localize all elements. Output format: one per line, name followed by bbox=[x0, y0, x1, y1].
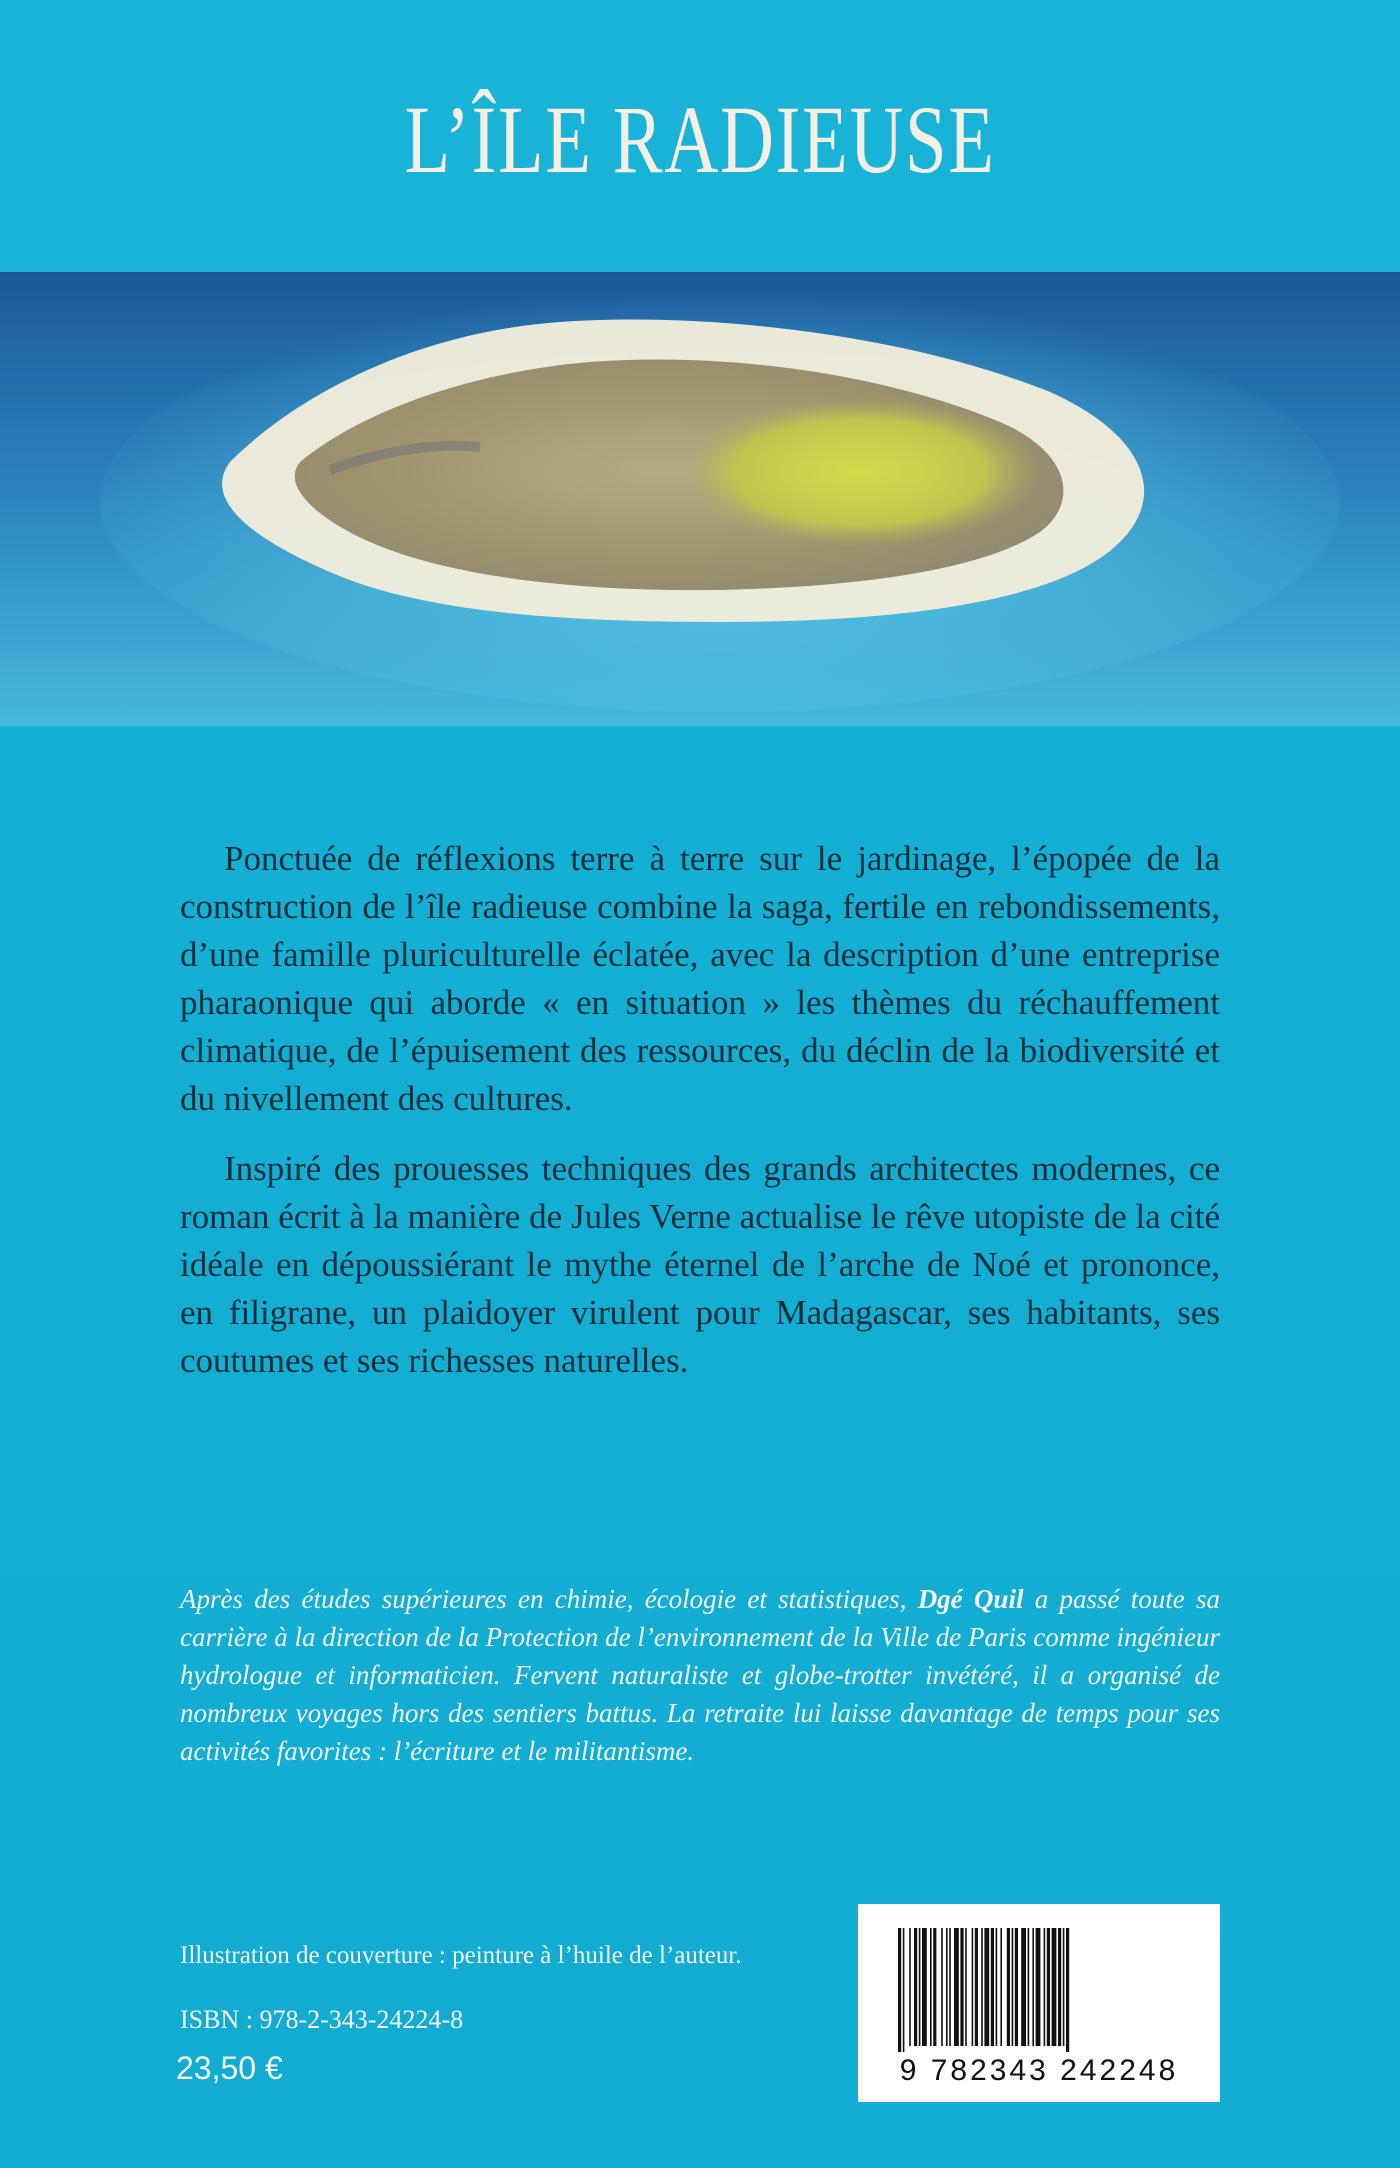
barcode-bar bbox=[1007, 1928, 1010, 2046]
barcode-bar bbox=[1015, 1928, 1018, 2046]
barcode-bar bbox=[991, 1928, 994, 2046]
island-painting-icon bbox=[0, 272, 1400, 726]
book-summary bbox=[180, 835, 1220, 1407]
isbn: ISBN : 978-2-343-24224-8 bbox=[180, 2005, 464, 2034]
barcode-bar bbox=[1047, 1928, 1050, 2046]
barcode-bar bbox=[1000, 1928, 1002, 2046]
barcode-bar bbox=[1066, 1928, 1069, 2052]
barcode-bar bbox=[919, 1928, 921, 2046]
barcode-bar bbox=[960, 1928, 963, 2046]
author-biography bbox=[180, 1580, 1220, 1770]
barcode-bar bbox=[1052, 1928, 1057, 2046]
barcode-bar bbox=[981, 1928, 983, 2046]
barcode-bar bbox=[1044, 1928, 1046, 2046]
barcode-bar bbox=[996, 1928, 998, 2046]
barcode-bar bbox=[984, 1928, 989, 2046]
barcode-bar bbox=[914, 1928, 917, 2046]
barcode-bar bbox=[975, 1928, 978, 2046]
barcode-bar bbox=[1032, 1928, 1034, 2046]
barcode-bar bbox=[1021, 1928, 1026, 2046]
barcode-bar bbox=[941, 1928, 943, 2046]
barcode bbox=[858, 1904, 1220, 2102]
summary-paragraph: Ponctuée de réflexions terre à terre sur le jardinage, l’épopée de la construction de l’île radieuse combine la saga, fertile en rebondissements, d’une famille pluriculturelle éclatée, avec la description d’une entreprise pharaonique qui aborde « en situation » les thèmes du réchauffement climatique, de l’épuisement des ressources, du déclin de la biodiversité et du nivellement des cultures. bbox=[180, 839, 1220, 1118]
barcode-digits: 9 782343 242248 bbox=[899, 2054, 1179, 2087]
island-illustration bbox=[0, 272, 1400, 726]
barcode-bar bbox=[1012, 1928, 1014, 2046]
barcode-bar bbox=[965, 1928, 967, 2046]
barcode-bar bbox=[1028, 1928, 1030, 2046]
price: 23,50 € bbox=[176, 2050, 283, 2086]
summary-paragraph: Inspiré des prouesses techniques des grands architectes modernes, ce roman écrit à la manière de Jules Verne actualise le rêve utopiste de la cité idéale en dépoussiérant le mythe éternel de l’arche de Noé et prononce, en filigrane, un plaidoyer virulent pour Madagascar, ses habitants, ses coutumes et ses richesses naturelles. bbox=[180, 1149, 1220, 1380]
barcode-bar bbox=[922, 1928, 927, 2046]
barcode-bar bbox=[972, 1928, 974, 2046]
bio-text: Après des études supérieures en chimie, écologie et statistiques, bbox=[180, 1584, 918, 1614]
barcode-bar bbox=[949, 1928, 951, 2046]
bio-text: a passé toute sa carrière à la direction de la Protection de l’environnement de la Ville de Paris comme ingénieur hydrologue et informaticien. Fervent naturaliste et globe-trotter invétéré, il a organisé de nombreux voyages hors des sentiers battus. La retraite lui laisse davantage de temps pour ses activités favorites : l’écriture et le militantisme. bbox=[180, 1584, 1220, 1766]
barcode-bar bbox=[1036, 1928, 1041, 2046]
barcode-bar bbox=[933, 1928, 936, 2046]
barcode-bar bbox=[903, 1928, 905, 2052]
author-name: Dgé Quil bbox=[917, 1584, 1024, 1614]
illustration-credit: Illustration de couverture : peinture à l’huile de l’auteur. bbox=[180, 1942, 742, 1969]
barcode-bar bbox=[930, 1928, 932, 2046]
barcode-bar bbox=[946, 1928, 948, 2046]
barcode-bar bbox=[954, 1928, 959, 2046]
barcode-bar bbox=[909, 1928, 911, 2046]
barcode-bar bbox=[1063, 1928, 1065, 2046]
book-title: L’ÎLE RADIEUSE bbox=[404, 86, 996, 193]
barcode-bar bbox=[898, 1928, 901, 2052]
barcode-bar bbox=[1058, 1928, 1061, 2046]
